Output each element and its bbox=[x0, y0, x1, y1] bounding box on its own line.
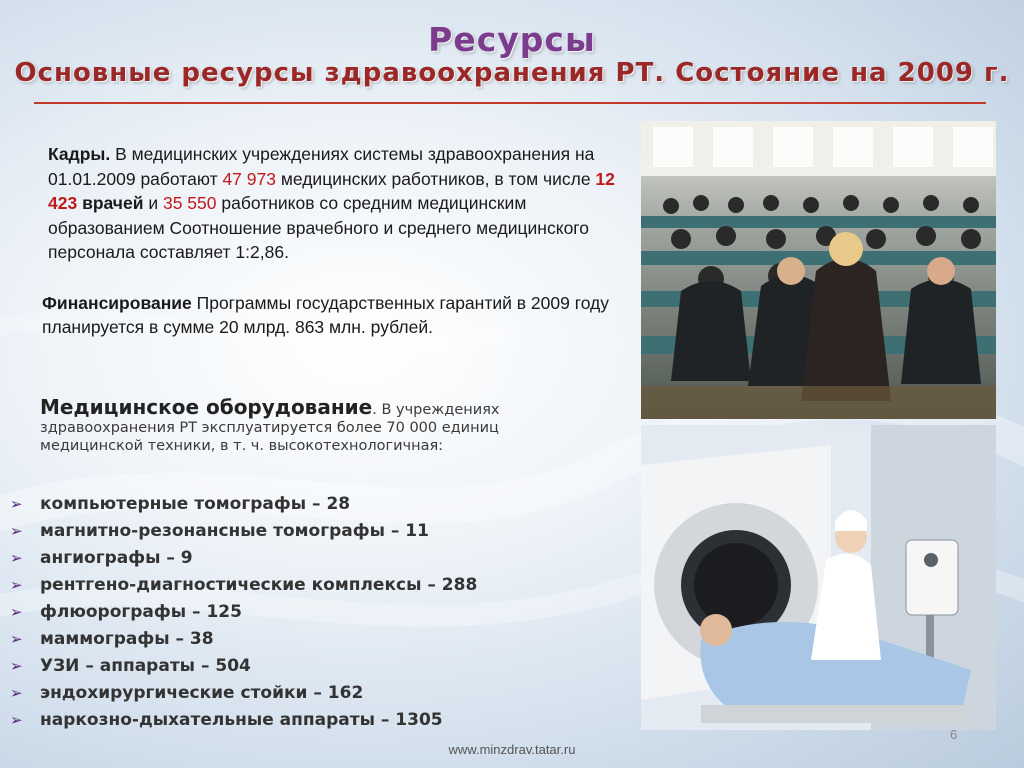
equipment-heading bbox=[40, 395, 600, 455]
staff-text-5: работников со средним медицинским образованием Соотношение врачебного и среднего медицинского персонала составляет 1:2,86. bbox=[48, 193, 590, 262]
arrow-bullet-icon: ➢ bbox=[10, 575, 23, 594]
nurses-value: 35 550 bbox=[162, 193, 217, 213]
title-divider bbox=[34, 102, 986, 104]
staff-label: Кадры. bbox=[48, 144, 111, 164]
ct-scanner-photo bbox=[641, 425, 996, 730]
arrow-bullet-icon: ➢ bbox=[10, 629, 23, 648]
list-item-text: УЗИ – аппараты – 504 bbox=[40, 655, 251, 676]
list-item bbox=[10, 652, 610, 679]
footer-url: www.minzdrav.tatar.ru bbox=[448, 742, 576, 757]
finance-label: Финансирование bbox=[42, 292, 192, 313]
list-item-text: эндохирургические стойки – 162 bbox=[40, 682, 364, 703]
resources-text bbox=[42, 142, 632, 340]
equipment-title: Медицинское оборудование bbox=[40, 395, 373, 419]
list-item-text: магнитно-резонансные томографы – 11 bbox=[40, 520, 429, 541]
page-title: Ресурсы bbox=[428, 20, 596, 59]
list-item-text: компьютерные томографы – 28 bbox=[40, 493, 351, 514]
list-item-text: флюорографы – 125 bbox=[40, 601, 242, 622]
finance-paragraph bbox=[42, 291, 632, 340]
list-item-text: маммографы – 38 bbox=[40, 628, 214, 649]
arrow-bullet-icon: ➢ bbox=[10, 710, 23, 729]
conference-audience-photo bbox=[641, 121, 996, 419]
arrow-bullet-icon: ➢ bbox=[10, 683, 23, 702]
list-item bbox=[10, 544, 610, 571]
list-item bbox=[10, 517, 610, 544]
arrow-bullet-icon: ➢ bbox=[10, 602, 23, 621]
arrow-bullet-icon: ➢ bbox=[10, 494, 23, 513]
list-item bbox=[10, 571, 610, 598]
list-item bbox=[10, 490, 610, 517]
page-subtitle: Основные ресурсы здравоохранения РТ. Состояние на 2009 г. bbox=[14, 58, 1010, 88]
list-item-text: рентгено-диагностические комплексы – 288 bbox=[40, 574, 478, 595]
staff-text-1: В медицинских учреждениях системы здравоохранения на 01.01.2009 работают bbox=[48, 144, 595, 189]
arrow-bullet-icon: ➢ bbox=[10, 521, 23, 540]
list-item bbox=[10, 625, 610, 652]
page-number: 6 bbox=[950, 727, 958, 742]
staff-text-3: врачей bbox=[77, 193, 144, 213]
staff-text-4: и bbox=[143, 193, 163, 213]
equipment-list bbox=[10, 490, 610, 733]
arrow-bullet-icon: ➢ bbox=[10, 548, 23, 567]
list-item bbox=[10, 706, 610, 733]
staff-total-value: 47 973 bbox=[222, 168, 276, 189]
staff-text-2: медицинских работников, в том числе bbox=[275, 168, 596, 189]
list-item-text: наркозно-дыхательные аппараты – 1305 bbox=[40, 709, 443, 730]
list-item bbox=[10, 598, 610, 625]
list-item-text: ангиографы – 9 bbox=[40, 547, 193, 568]
doctors-value: 12 423 bbox=[48, 168, 615, 213]
equipment-text: . В учреждениях здравоохранения РТ эксплуатируется более 70 000 единиц медицинской техники, в т. ч. высокотехнологичная: bbox=[40, 402, 500, 454]
list-item bbox=[10, 679, 610, 706]
finance-text: Программы государственных гарантий в 2009 году планируется в сумме 20 млрд. 863 млн. рублей. bbox=[42, 292, 610, 337]
staff-paragraph bbox=[42, 142, 632, 265]
arrow-bullet-icon: ➢ bbox=[10, 656, 23, 675]
